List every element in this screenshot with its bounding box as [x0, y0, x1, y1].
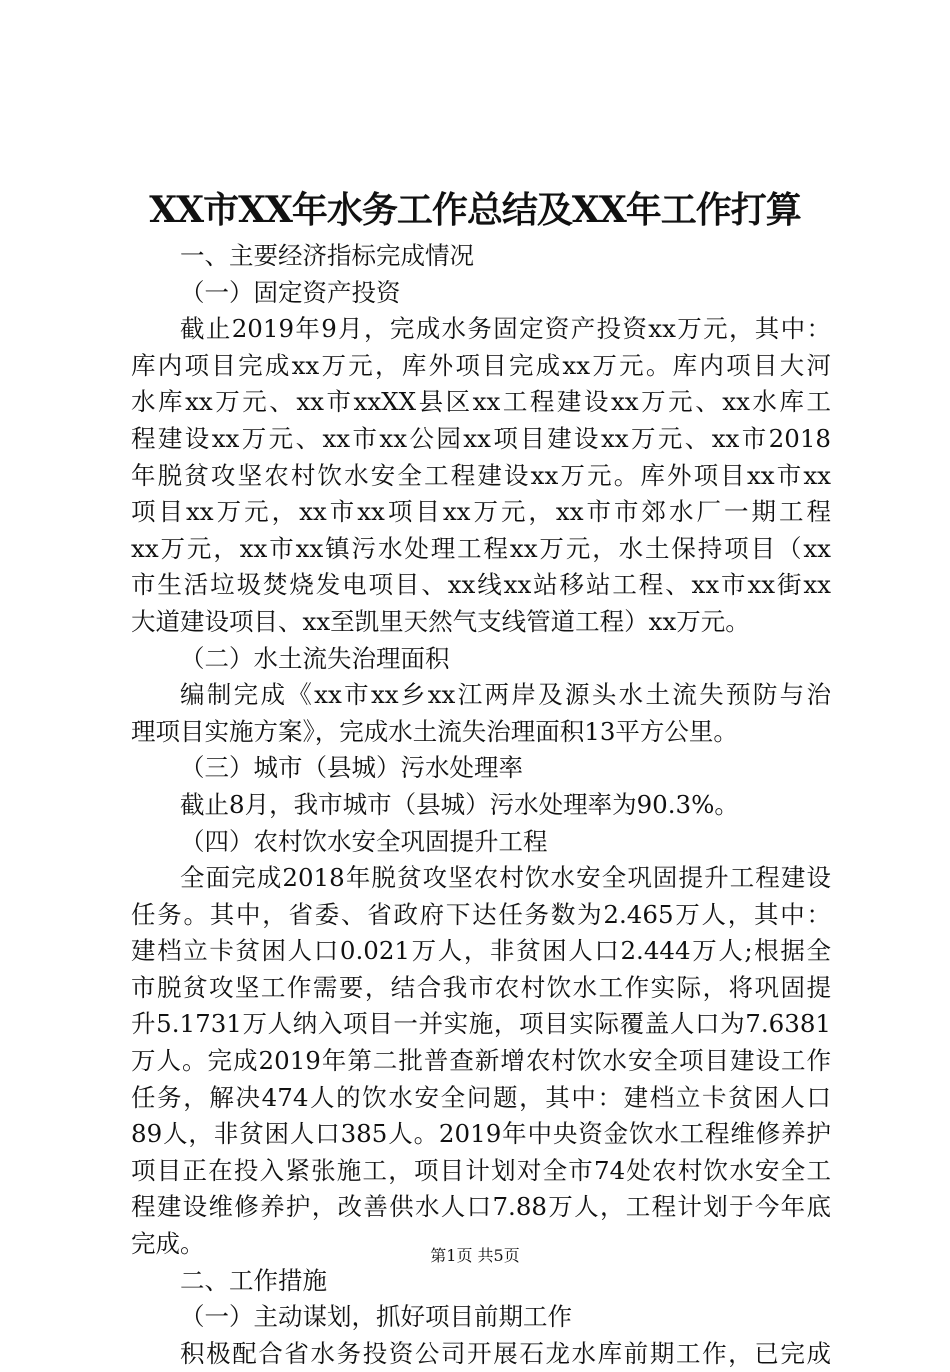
text-line: 程建设xx万元、xx市xx公园xx项目建设xx万元、xx市2018	[131, 423, 831, 453]
text-line: （三）城市（县城）污水处理率	[180, 753, 523, 783]
text-line: 截止2019年9月，完成水务固定资产投资xx万元，其中：	[180, 314, 831, 344]
text-line: （一）固定资产投资	[180, 277, 401, 307]
text-line: 全面完成2018年脱贫攻坚农村饮水安全巩固提升工程建设	[180, 863, 831, 893]
text-line: 项目xx万元，xx市xx项目xx万元，xx市市郊水厂一期工程	[131, 497, 831, 527]
text-line: 编制完成《xx市xx乡xx江两岸及源头水土流失预防与治	[180, 680, 831, 710]
text-line: （四）农村饮水安全巩固提升工程	[180, 826, 548, 856]
text-line: 水库xx万元、xx市xxXX县区xx工程建设xx万元、xx水库工	[131, 387, 831, 417]
text-line: 年脱贫攻坚农村饮水安全工程建设xx万元。库外项目xx市xx	[131, 460, 831, 490]
text-line: 任务。其中，省委、省政府下达任务数为2.465万人，其中：	[131, 899, 831, 929]
text-line: （二）水土流失治理面积	[180, 643, 450, 673]
text-line: 二、工作措施	[180, 1265, 327, 1295]
text-line: （一）主动谋划，抓好项目前期工作	[180, 1302, 572, 1332]
text-line: 截止8月，我市城市（县城）污水处理率为90.3%。	[180, 789, 739, 819]
text-line: 项目正在投入紧张施工，项目计划对全市74处农村饮水安全工	[131, 1155, 831, 1185]
text-line: 理项目实施方案》，完成水土流失治理面积13平方公里。	[131, 716, 738, 746]
text-line: 万人。完成2019年第二批普查新增农村饮水安全项目建设工作	[131, 1046, 831, 1076]
page-footer: 第1页 共5页	[430, 1246, 520, 1265]
document-body	[131, 238, 831, 1372]
document-title: XX市XX年水务工作总结及XX年工作打算	[149, 189, 801, 231]
text-line: 一、主要经济指标完成情况	[180, 241, 474, 270]
text-line: 任务，解决474人的饮水安全问题，其中：建档立卡贫困人口	[131, 1082, 831, 1112]
text-line: 89人，非贫困人口385人。2019年中央资金饮水工程维修养护	[131, 1119, 831, 1149]
text-line: 市脱贫攻坚工作需要，结合我市农村饮水工作实际，将巩固提	[131, 972, 831, 1002]
text-line: 完成。	[131, 1229, 205, 1259]
text-line: 库内项目完成xx万元，库外项目完成xx万元。库内项目大河	[131, 350, 831, 380]
text-line: 大道建设项目、xx至凯里天然气支线管道工程）xx万元。	[131, 606, 750, 636]
text-line: 升5.1731万人纳入项目一并实施，项目实际覆盖人口为7.6381	[131, 1009, 831, 1039]
text-line: xx万元，xx市xx镇污水处理工程xx万元，水土保持项目（xx	[131, 533, 831, 563]
text-line: 程建设维修养护，改善供水人口7.88万人，工程计划于今年底	[131, 1192, 831, 1222]
text-line: 积极配合省水务投资公司开展石龙水库前期工作，已完成	[180, 1338, 831, 1368]
text-line: 市生活垃圾焚烧发电项目、xx线xx站移站工程、xx市xx街xx	[131, 570, 831, 600]
text-line: 建档立卡贫困人口0.021万人，非贫困人口2.444万人;根据全	[131, 936, 831, 966]
